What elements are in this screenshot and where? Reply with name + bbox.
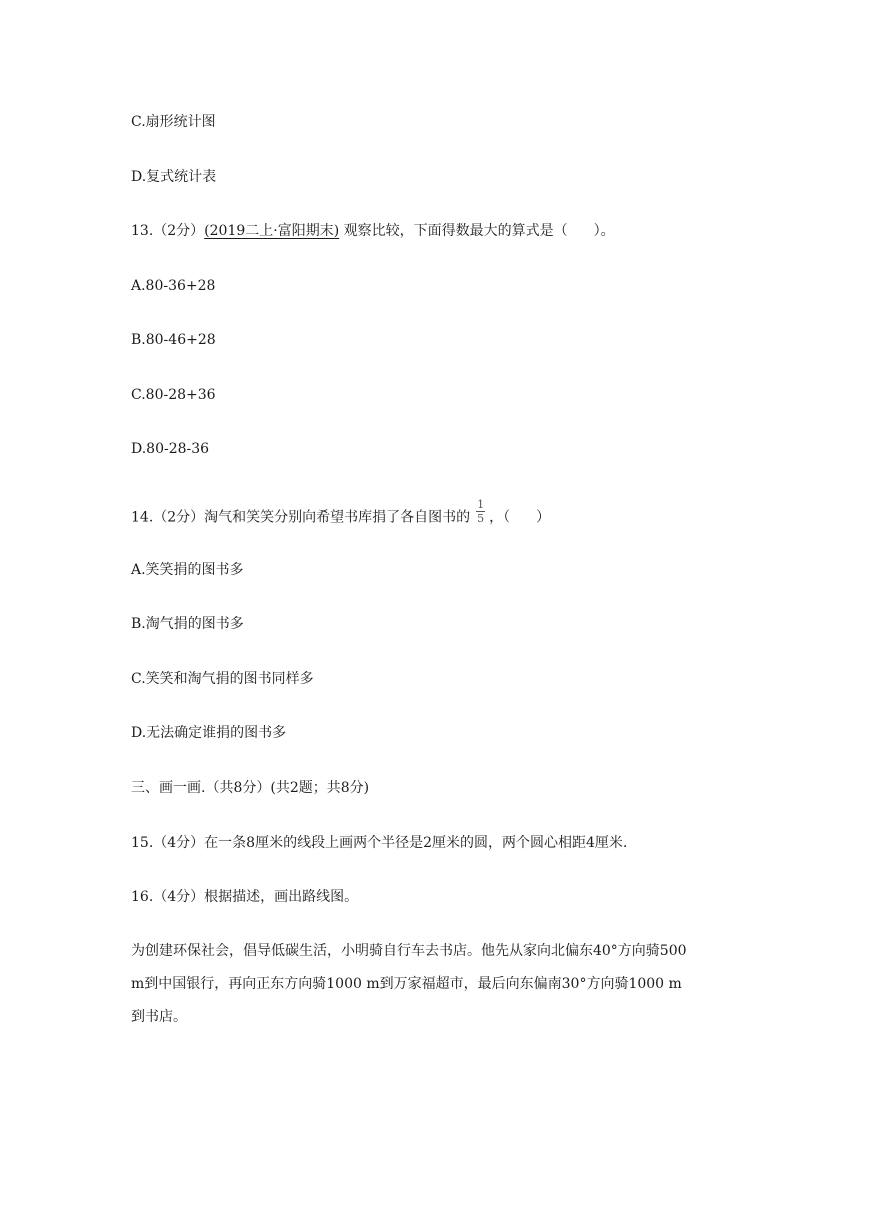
q14-stem: 14.（2分）淘气和笑笑分别向希望书库捐了各自图书的 — [131, 509, 471, 526]
q13-source-link[interactable]: (2019二上·富阳期末) — [204, 223, 340, 239]
paragraph-line: 到书店。 — [131, 1009, 187, 1025]
question-15: 15.（4分）在一条8厘米的线段上画两个半径是2厘米的圆，两个圆心相距4厘米. — [131, 835, 628, 851]
q14-stem-end: ，（ — [489, 509, 511, 526]
fraction-denominator: 5 — [477, 512, 485, 525]
q13-option-d: D.80-28-36 — [131, 441, 210, 457]
q13-option-c: C.80-28+36 — [131, 387, 216, 403]
question-13 — [131, 221, 615, 241]
q12-option-d: D.复式统计表 — [131, 169, 217, 185]
fraction-numerator: 1 — [477, 498, 485, 511]
q12-option-c: C.扇形统计图 — [131, 114, 216, 130]
q13-option-a: A.80-36+28 — [131, 278, 216, 294]
section-3-title: 三、画一画.（共8分）(共2题；共8分) — [131, 780, 370, 796]
q16-description — [131, 941, 743, 1040]
paragraph-line: m到中国银行，再向正东方向骑1000 m到万家福超市，最后向东偏南30°方向骑1000 m — [131, 976, 682, 992]
q13-number: 13.（2分） — [131, 223, 205, 239]
question-14 — [131, 498, 551, 530]
q14-stem-close: ） — [536, 509, 551, 526]
q13-stem-end: ）。 — [593, 223, 615, 239]
fraction-image — [476, 499, 485, 524]
q14-option-c: C.笑笑和淘气捐的图书同样多 — [131, 671, 314, 687]
question-16: 16.（4分）根据描述，画出路线图。 — [131, 889, 359, 905]
q14-option-d: D.无法确定谁捐的图书多 — [131, 725, 287, 741]
paragraph-line: 为创建环保社会，倡导低碳生活，小明骑自行车去书店。他先从家向北偏东40°方向骑500 — [131, 943, 687, 959]
q14-option-a: A.笑笑捐的图书多 — [131, 562, 244, 578]
q13-stem: 观察比较，下面得数最大的算式是（ — [339, 223, 568, 239]
q14-option-b: B.淘气捐的图书多 — [131, 616, 244, 632]
q13-option-b: B.80-46+28 — [131, 332, 216, 348]
